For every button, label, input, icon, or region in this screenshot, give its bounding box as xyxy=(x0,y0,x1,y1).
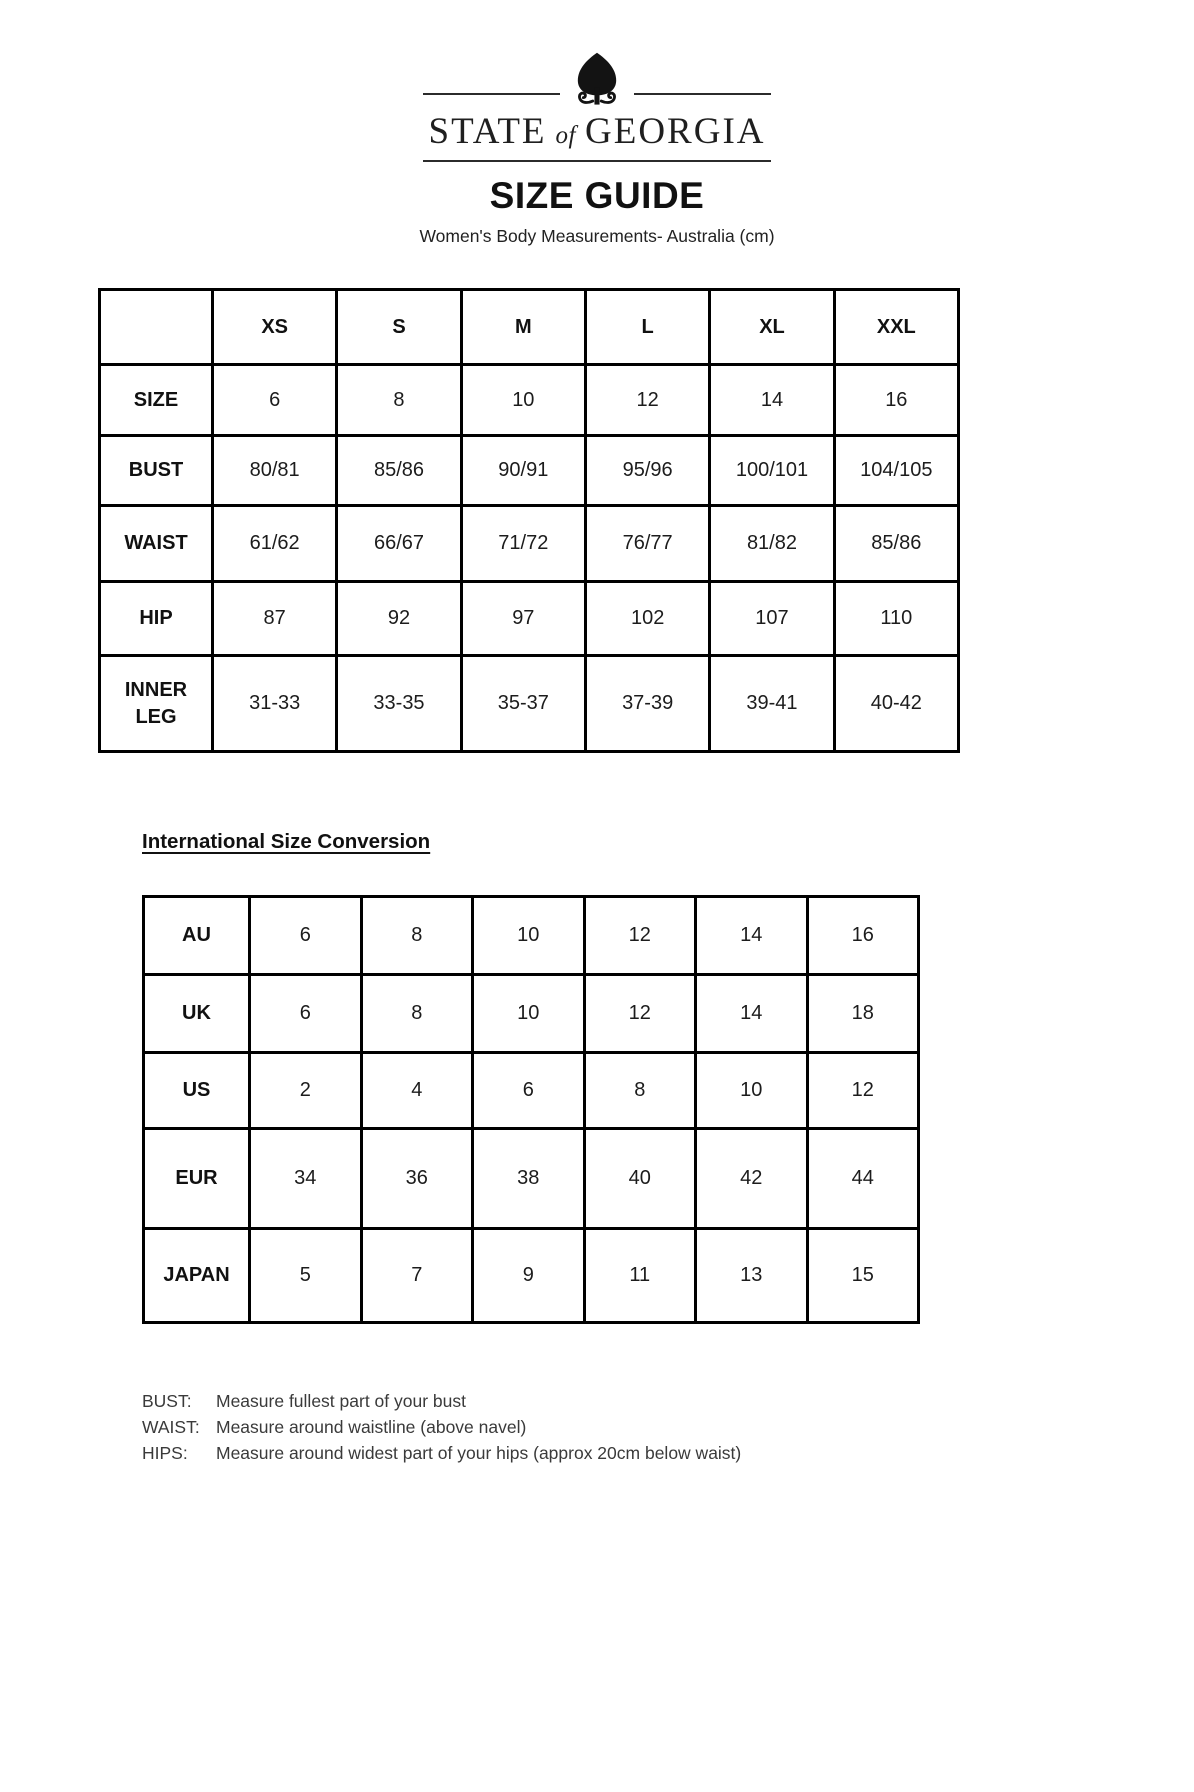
conversion-value-uk-0: 6 xyxy=(250,975,362,1053)
measurement-value-waist-3: 76/77 xyxy=(585,506,709,582)
conversion-value-eur-4: 42 xyxy=(696,1129,808,1229)
measurement-row-hip xyxy=(100,582,959,656)
page-header xyxy=(0,52,1194,247)
measurement-row-label-hip: HIP xyxy=(100,582,213,656)
measurement-value-inner-leg-1: 33-35 xyxy=(337,656,461,752)
measurement-value-hip-5: 110 xyxy=(834,582,958,656)
measurement-value-size-5: 16 xyxy=(834,365,958,436)
measurement-row-label-size: SIZE xyxy=(100,365,213,436)
measurement-value-inner-leg-0: 31-33 xyxy=(213,656,337,752)
size-col-header-xl: XL xyxy=(710,290,834,365)
note-waist-label: WAIST: xyxy=(142,1417,200,1437)
measuring-notes xyxy=(142,1388,741,1466)
logo-top-row xyxy=(423,52,771,106)
note-hips-text: Measure around widest part of your hips (approx 20cm below waist) xyxy=(216,1443,742,1463)
logo-rule-bottom xyxy=(423,160,771,162)
corner-empty-cell xyxy=(100,290,213,365)
measurement-row-label-bust: BUST xyxy=(100,436,213,506)
conversion-value-japan-4: 13 xyxy=(696,1229,808,1323)
size-header-row xyxy=(100,290,959,365)
conversion-value-uk-2: 10 xyxy=(473,975,585,1053)
conversion-value-us-1: 4 xyxy=(361,1053,473,1129)
conversion-value-japan-3: 11 xyxy=(584,1229,696,1323)
conversion-table xyxy=(142,895,920,1324)
conversion-value-au-2: 10 xyxy=(473,897,585,975)
conversion-value-us-3: 8 xyxy=(584,1053,696,1129)
note-waist-text: Measure around waistline (above navel) xyxy=(216,1417,527,1437)
measurement-row-label-waist: WAIST xyxy=(100,506,213,582)
conversion-value-uk-5: 18 xyxy=(807,975,919,1053)
note-bust-label: BUST: xyxy=(142,1391,192,1411)
conversion-value-us-5: 12 xyxy=(807,1053,919,1129)
measurement-value-inner-leg-3: 37-39 xyxy=(585,656,709,752)
measurement-value-bust-1: 85/86 xyxy=(337,436,461,506)
conversion-heading: International Size Conversion xyxy=(142,830,431,853)
conversion-row-label-us: US xyxy=(144,1053,250,1129)
measurement-row-label-inner-leg: INNER LEG xyxy=(100,656,213,752)
page-subtitle: Women's Body Measurements- Australia (cm) xyxy=(419,226,775,246)
measurement-value-hip-3: 102 xyxy=(585,582,709,656)
conversion-value-japan-5: 15 xyxy=(807,1229,919,1323)
conversion-row-us xyxy=(144,1053,919,1129)
measurement-value-waist-2: 71/72 xyxy=(461,506,585,582)
size-col-header-xs: XS xyxy=(213,290,337,365)
conversion-value-au-5: 16 xyxy=(807,897,919,975)
conversion-value-eur-2: 38 xyxy=(473,1129,585,1229)
measurement-value-inner-leg-4: 39-41 xyxy=(710,656,834,752)
conversion-row-label-uk: UK xyxy=(144,975,250,1053)
measurement-value-bust-3: 95/96 xyxy=(585,436,709,506)
measurement-row-inner-leg xyxy=(100,656,959,752)
conversion-row-label-au: AU xyxy=(144,897,250,975)
conversion-value-uk-4: 14 xyxy=(696,975,808,1053)
brand-name-of: of xyxy=(555,122,576,149)
conversion-value-eur-0: 34 xyxy=(250,1129,362,1229)
measurement-value-waist-1: 66/67 xyxy=(337,506,461,582)
measurement-value-waist-0: 61/62 xyxy=(213,506,337,582)
measurement-value-bust-0: 80/81 xyxy=(213,436,337,506)
body-measurement-table xyxy=(98,288,960,753)
measurement-value-bust-2: 90/91 xyxy=(461,436,585,506)
conversion-value-us-4: 10 xyxy=(696,1053,808,1129)
brand-name xyxy=(423,110,771,153)
conversion-value-uk-1: 8 xyxy=(361,975,473,1053)
measurement-value-size-4: 14 xyxy=(710,365,834,436)
conversion-value-au-0: 6 xyxy=(250,897,362,975)
note-hips xyxy=(142,1440,741,1466)
brand-name-georgia: GEORGIA xyxy=(585,111,766,152)
measurement-row-waist xyxy=(100,506,959,582)
measurement-row-size xyxy=(100,365,959,436)
body-measurement-table-body xyxy=(100,290,959,752)
logo-rule-left xyxy=(423,93,560,95)
conversion-row-label-japan: JAPAN xyxy=(144,1229,250,1323)
measurement-value-waist-5: 85/86 xyxy=(834,506,958,582)
note-bust xyxy=(142,1388,741,1414)
measurement-value-size-1: 8 xyxy=(337,365,461,436)
conversion-value-japan-2: 9 xyxy=(473,1229,585,1323)
measurement-value-size-0: 6 xyxy=(213,365,337,436)
conversion-value-au-1: 8 xyxy=(361,897,473,975)
measurement-row-bust xyxy=(100,436,959,506)
measurement-value-hip-0: 87 xyxy=(213,582,337,656)
page-title: SIZE GUIDE xyxy=(489,175,705,216)
conversion-value-us-2: 6 xyxy=(473,1053,585,1129)
measurement-value-bust-4: 100/101 xyxy=(710,436,834,506)
conversion-row-au xyxy=(144,897,919,975)
conversion-value-eur-3: 40 xyxy=(584,1129,696,1229)
size-col-header-l: L xyxy=(585,290,709,365)
conversion-row-japan xyxy=(144,1229,919,1323)
measurement-value-hip-4: 107 xyxy=(710,582,834,656)
note-hips-label: HIPS: xyxy=(142,1443,188,1463)
note-waist xyxy=(142,1414,741,1440)
measurement-value-size-3: 12 xyxy=(585,365,709,436)
conversion-value-uk-3: 12 xyxy=(584,975,696,1053)
conversion-value-eur-1: 36 xyxy=(361,1129,473,1229)
conversion-value-japan-0: 5 xyxy=(250,1229,362,1323)
conversion-value-us-0: 2 xyxy=(250,1053,362,1129)
measurement-value-waist-4: 81/82 xyxy=(710,506,834,582)
logo-rule-right xyxy=(634,93,771,95)
measurement-value-inner-leg-2: 35-37 xyxy=(461,656,585,752)
conversion-value-eur-5: 44 xyxy=(807,1129,919,1229)
brand-name-state: STATE xyxy=(428,111,547,152)
conversion-value-au-4: 14 xyxy=(696,897,808,975)
measurement-value-hip-2: 97 xyxy=(461,582,585,656)
conversion-row-label-eur: EUR xyxy=(144,1129,250,1229)
conversion-row-uk xyxy=(144,975,919,1053)
note-bust-text: Measure fullest part of your bust xyxy=(216,1391,466,1411)
measurement-value-inner-leg-5: 40-42 xyxy=(834,656,958,752)
measurement-value-size-2: 10 xyxy=(461,365,585,436)
measurement-value-bust-5: 104/105 xyxy=(834,436,958,506)
size-col-header-s: S xyxy=(337,290,461,365)
conversion-value-au-3: 12 xyxy=(584,897,696,975)
brand-logo xyxy=(423,52,771,162)
tree-logo-icon xyxy=(561,52,633,106)
conversion-table-body xyxy=(144,897,919,1323)
size-col-header-m: M xyxy=(461,290,585,365)
size-col-header-xxl: XXL xyxy=(834,290,958,365)
conversion-value-japan-1: 7 xyxy=(361,1229,473,1323)
measurement-value-hip-1: 92 xyxy=(337,582,461,656)
conversion-row-eur xyxy=(144,1129,919,1229)
